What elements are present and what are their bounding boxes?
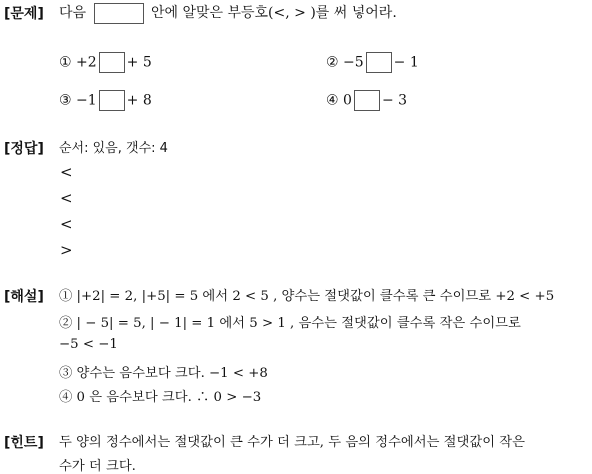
item-left: −5	[343, 54, 364, 71]
explanation-line-5: ④ 0 은 음수보다 크다. ∴ 0 > −3	[59, 390, 262, 405]
answer-box[interactable]	[354, 90, 380, 111]
explanation-label: [해설]	[4, 289, 44, 305]
explanation-line-1: ① |+2| = 2, |+5| = 5 에서 2 < 5 , 양수는 절댓값이 클수록 큰 수이므로 +2 < +5	[59, 289, 555, 304]
explanation-line-4: ③ 양수는 음수보다 크다. −1 < +8	[59, 366, 268, 381]
item-left: +2	[76, 54, 97, 71]
item-right: + 8	[126, 92, 152, 109]
item-right: − 1	[393, 54, 419, 71]
problem-item-4	[326, 90, 407, 111]
hint-label: [힌트]	[4, 435, 44, 451]
item-number: ②	[326, 54, 339, 71]
answer-meta: 순서: 있음, 갯수: 4	[59, 141, 168, 156]
answer-value-4: >	[60, 241, 73, 259]
item-left: −1	[76, 92, 97, 109]
item-number: ③	[59, 92, 72, 109]
hint-line-2: 수가 더 크다.	[59, 459, 136, 474]
prompt-before: 다음	[59, 5, 87, 21]
item-number: ④	[326, 92, 339, 109]
answer-value-3: <	[60, 215, 73, 233]
explanation-line-3: −5 < −1	[59, 337, 118, 352]
item-right: + 5	[126, 54, 152, 71]
blank-box[interactable]	[94, 3, 144, 24]
answer-box[interactable]	[99, 90, 125, 111]
answer-box[interactable]	[366, 52, 392, 73]
problem-item-3	[59, 90, 152, 111]
answer-value-1: <	[60, 163, 73, 181]
prompt-after: 안에 알맞은 부등호(<, > )를 써 넣어라.	[150, 5, 397, 21]
problem-item-2	[326, 52, 419, 73]
answer-value-2: <	[60, 189, 73, 207]
item-number: ①	[59, 54, 72, 71]
item-left: 0	[343, 92, 352, 109]
answer-label: [정답]	[4, 141, 44, 157]
explanation-line-2: ② | − 5| = 5, | − 1| = 1 에서 5 > 1 , 음수는 절댓값이 클수록 작은 수이므로	[59, 316, 521, 331]
problem-label: [문제]	[4, 6, 44, 22]
problem-prompt	[59, 2, 397, 24]
answer-box[interactable]	[99, 52, 125, 73]
hint-line-1: 두 양의 정수에서는 절댓값이 큰 수가 더 크고, 두 음의 정수에서는 절댓값이 작은	[59, 435, 525, 450]
problem-item-1	[59, 52, 152, 73]
item-right: − 3	[381, 92, 408, 109]
